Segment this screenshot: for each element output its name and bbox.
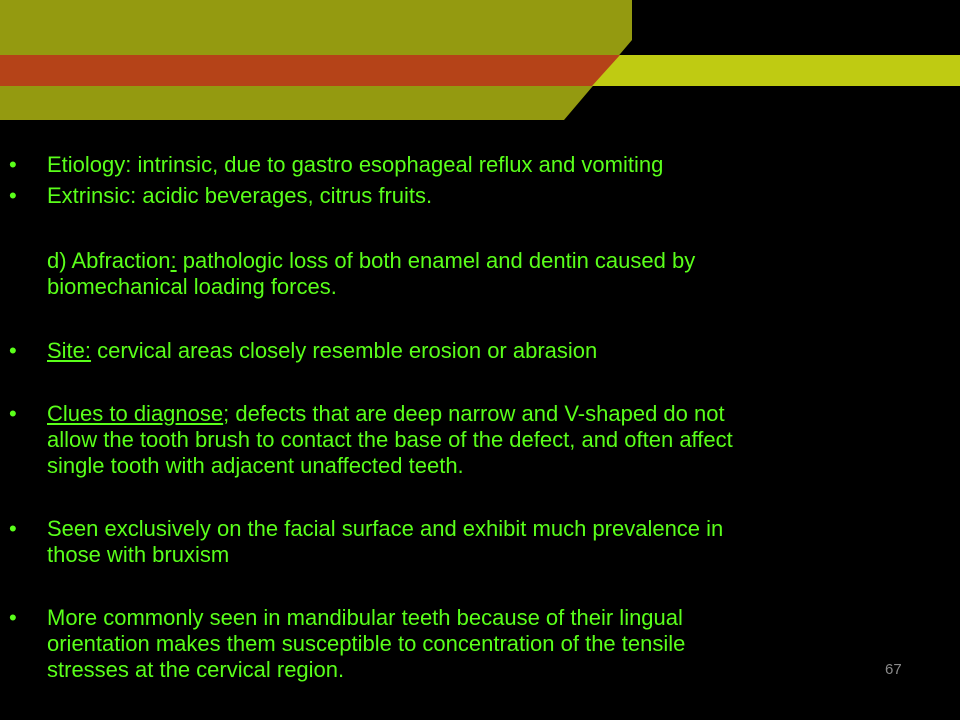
clues-line-3: single tooth with adjacent unaffected teeth. bbox=[47, 453, 464, 478]
header-decoration bbox=[0, 0, 960, 120]
bullet-marker: • bbox=[9, 183, 17, 208]
abfraction-colon: : bbox=[170, 248, 177, 273]
clues-line-1: ; defects that are deep narrow and V-shaped do not bbox=[223, 401, 725, 426]
abfraction-heading: d) Abfraction bbox=[47, 248, 171, 273]
mandibular-line-3: stresses at the cervical region. bbox=[47, 657, 345, 682]
bullet-text: Etiology: intrinsic, due to gastro esophageal reflux and vomiting bbox=[47, 152, 664, 177]
bullet-marker: • bbox=[9, 605, 17, 630]
bullet-marker: • bbox=[9, 338, 17, 363]
facial-line-1: Seen exclusively on the facial surface and exhibit much prevalence in bbox=[47, 516, 724, 541]
site-label: Site: bbox=[47, 338, 92, 363]
mandibular-line-1: More commonly seen in mandibular teeth because of their lingual bbox=[47, 605, 683, 630]
orange-stripe bbox=[0, 55, 620, 86]
abfraction-line-2: biomechanical loading forces. bbox=[47, 274, 337, 299]
facial-line-2: those with bruxism bbox=[47, 542, 230, 567]
page-number: 67 bbox=[885, 661, 902, 678]
bullet-text: Extrinsic: acidic beverages, citrus fruits. bbox=[47, 183, 433, 208]
bullet-marker: • bbox=[9, 516, 17, 541]
clues-line-2: allow the tooth brush to contact the base of the defect, and often affect bbox=[47, 427, 733, 452]
lime-stripe bbox=[592, 55, 960, 86]
site-text: cervical areas closely resemble erosion or abrasion bbox=[91, 338, 598, 363]
bullet-marker: • bbox=[9, 152, 17, 177]
mandibular-line-2: orientation makes them susceptible to concentration of the tensile bbox=[47, 631, 686, 656]
bullet-marker: • bbox=[9, 401, 17, 426]
clues-label: Clues to diagnose bbox=[47, 401, 224, 426]
abfraction-line-1: pathologic loss of both enamel and dentin caused by bbox=[176, 248, 696, 273]
